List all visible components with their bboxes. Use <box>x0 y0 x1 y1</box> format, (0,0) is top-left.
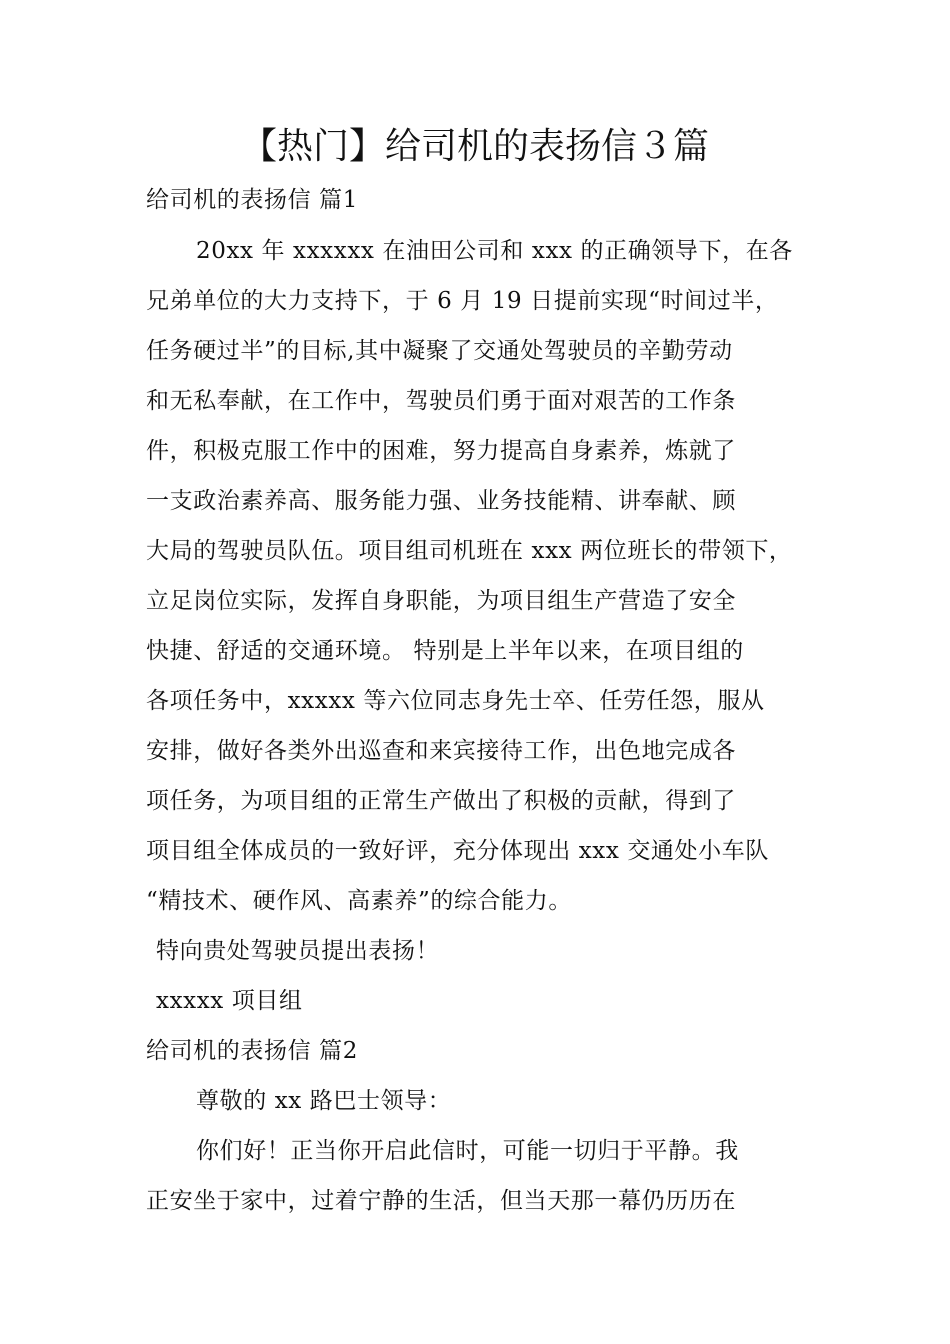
paragraph-line: 一支政治素养高、服务能力强、业务技能精、讲奉献、顾 <box>146 488 736 514</box>
salutation-line: 尊敬的 xx 路巴士领导： <box>196 1088 452 1114</box>
section-heading-2: 给司机的表扬信 篇2 <box>146 1038 358 1064</box>
paragraph-line: 项目组全体成员的一致好评，充分体现出 xxx 交通处小车队 <box>146 838 769 864</box>
section-heading-1: 给司机的表扬信 篇1 <box>146 187 358 213</box>
closing-line: 特向贵处驾驶员提出表扬！ <box>156 938 440 964</box>
paragraph-line: 立足岗位实际，发挥自身职能，为项目组生产营造了安全 <box>146 588 736 614</box>
document-title: 【热门】给司机的表扬信３篇 <box>240 126 709 167</box>
paragraph-line: 兄弟单位的大力支持下，于 6 月 19 日提前实现“时间过半， <box>146 288 779 314</box>
paragraph-line: “精技术、硬作风、高素养”的综合能力。 <box>146 888 572 914</box>
paragraph-line: 你们好！正当你开启此信时，可能一切归于平静。我 <box>196 1138 739 1164</box>
paragraph-line: 件，积极克服工作中的困难，努力提高自身素养，炼就了 <box>146 438 736 464</box>
paragraph-line: 各项任务中，xxxxx 等六位同志身先士卒、任劳任怨，服从 <box>146 688 765 714</box>
paragraph-line: 正安坐于家中，过着宁静的生活，但当天那一幕仍历历在 <box>146 1188 736 1214</box>
paragraph-line: 任务硬过半”的目标,其中凝聚了交通处驾驶员的辛勤劳动 <box>146 338 733 364</box>
paragraph-line: 安排，做好各类外出巡查和来宾接待工作，出色地完成各 <box>146 738 736 764</box>
paragraph-line: 快捷、舒适的交通环境。 特别是上半年以来，在项目组的 <box>146 638 744 664</box>
paragraph-line: 20xx 年 xxxxxx 在油田公司和 xxx 的正确领导下，在各 <box>196 238 793 264</box>
signature-line: xxxxx 项目组 <box>156 988 303 1014</box>
paragraph-line: 项任务，为项目组的正常生产做出了积极的贡献，得到了 <box>146 788 736 814</box>
paragraph-line: 大局的驾驶员队伍。项目组司机班在 xxx 两位班长的带领下， <box>146 538 793 564</box>
paragraph-line: 和无私奉献，在工作中，驾驶员们勇于面对艰苦的工作条 <box>146 388 736 414</box>
